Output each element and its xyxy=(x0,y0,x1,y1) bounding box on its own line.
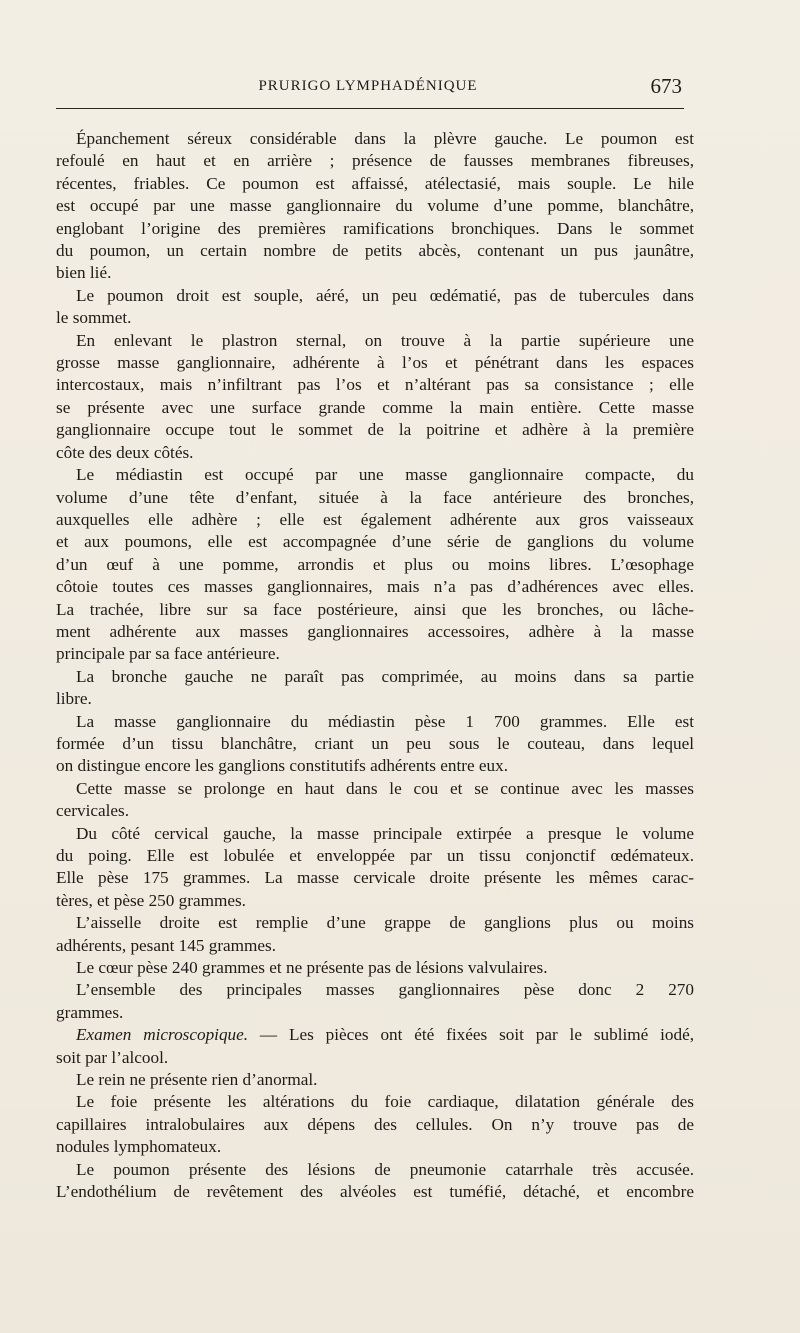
text-line: Le médiastin est occupé par une masse ganglionnaire compacte, du xyxy=(76,465,694,485)
text-line: auxquelles elle adhère ; elle est également adhérente aux gros vaisseaux xyxy=(56,509,694,529)
text-line: tères, et pèse 250 grammes. xyxy=(56,890,246,910)
text-line: Cette masse se prolonge en haut dans le cou et se continue avec les masses xyxy=(76,778,694,798)
text-line: et aux poumons, elle est accompagnée d’une série de ganglions du volume xyxy=(56,532,694,552)
text-line: Le rein ne présente rien d’anormal. xyxy=(76,1070,318,1090)
text-line: est occupé par une masse ganglionnaire du volume d’une pomme, blanchâtre, xyxy=(56,196,694,216)
text-line: soit par l’alcool. xyxy=(56,1047,169,1067)
text-line: Le cœur pèse 240 grammes et ne présente pas de lésions valvulaires. xyxy=(76,958,548,978)
text-line: Elle pèse 175 grammes. La masse cervicale droite présente les mêmes carac- xyxy=(56,868,694,888)
text-line: La bronche gauche ne paraît pas comprimée, au moins dans sa partie xyxy=(76,666,694,686)
text-line: capillaires intralobulaires aux dépens des cellules. On n’y trouve pas de xyxy=(56,1114,694,1134)
text-line: cervicales. xyxy=(56,801,129,821)
text-line: L’ensemble des principales masses ganglionnaires pèse donc 2 270 xyxy=(76,980,694,1000)
page-header xyxy=(56,74,680,102)
text-line: refoulé en haut et en arrière ; présence de fausses membranes fibreuses, xyxy=(56,151,694,171)
text-line: nodules lymphomateux. xyxy=(56,1137,222,1157)
italic-heading: Examen microscopique. xyxy=(76,1025,249,1045)
text-line: L’endothélium de revêtement des alvéoles est tuméfié, détaché, et encombre xyxy=(56,1182,694,1202)
header-rule xyxy=(56,108,684,109)
text-line: L’aisselle droite est remplie d’une grappe de ganglions plus ou moins xyxy=(76,913,694,933)
text-line: ment adhérente aux masses ganglionnaires accessoires, adhère à la masse xyxy=(56,621,694,641)
text-line: volume d’une tête d’enfant, située à la face antérieure des bronches, xyxy=(56,487,694,507)
text-line: Du côté cervical gauche, la masse principale extirpée a presque le volume xyxy=(76,823,694,843)
text-line: Le poumon présente des lésions de pneumonie catarrhale très accusée. xyxy=(76,1159,694,1179)
text-line: englobant l’origine des premières ramifications bronchiques. Dans le sommet xyxy=(56,218,694,238)
text-line: libre. xyxy=(56,689,92,709)
text-line: se présente avec une surface grande comme la main entière. Cette masse xyxy=(56,397,694,417)
page-number: 673 xyxy=(650,74,682,98)
text-line: on distingue encore les ganglions constitutifs adhérents entre eux. xyxy=(56,756,509,776)
text-line: La trachée, libre sur sa face postérieure, ainsi que les bronches, ou lâche- xyxy=(56,599,694,619)
text-line: côtoie toutes ces masses ganglionnaires, mais n’a pas d’adhérences avec elles. xyxy=(56,577,694,597)
text-line: récentes, friables. Ce poumon est affaissé, atélectasié, mais souple. Le hile xyxy=(56,173,694,193)
text-line: La masse ganglionnaire du médiastin pèse 1 700 grammes. Elle est xyxy=(76,711,694,731)
running-title: PRURIGO LYMPHADÉNIQUE xyxy=(258,78,478,94)
text-line: ganglionnaire occupe tout le sommet de la poitrine et adhère à la première xyxy=(56,420,694,440)
text-line: principale par sa face antérieure. xyxy=(56,644,280,664)
body-text xyxy=(56,128,694,1204)
text-line: Le foie présente les altérations du foie cardiaque, dilatation générale des xyxy=(76,1092,694,1112)
text-line: d’un œuf à une pomme, arrondis et plus ou moins libres. L’œsophage xyxy=(56,554,694,574)
text-line: En enlevant le plastron sternal, on trouve à la partie supérieure une xyxy=(76,330,694,350)
text-line: Épanchement séreux considérable dans la plèvre gauche. Le poumon est xyxy=(76,129,694,148)
line-text: — Les pièces ont été fixées soit par le sublimé iodé, xyxy=(248,1025,694,1045)
text-line: côte des deux côtés. xyxy=(56,442,194,462)
text-line: intercostaux, mais n’infiltrant pas l’os et n’altérant pas sa consistance ; elle xyxy=(56,375,694,395)
text-line: formée d’un tissu blanchâtre, criant un peu sous le couteau, dans lequel xyxy=(56,733,694,753)
text-line: grosse masse ganglionnaire, adhérente à l’os et pénétrant dans les espaces xyxy=(56,353,694,373)
text-line: Le poumon droit est souple, aéré, un peu œdématié, pas de tubercules dans xyxy=(76,285,694,305)
text-line: grammes. xyxy=(56,1002,124,1022)
text-line: du poumon, un certain nombre de petits abcès, contenant un pus jaunâtre, xyxy=(56,241,694,261)
text-line: bien lié. xyxy=(56,263,112,283)
text-line: le sommet. xyxy=(56,308,132,328)
text-line xyxy=(56,1024,694,1046)
text-line: adhérents, pesant 145 grammes. xyxy=(56,935,277,955)
text-line: du poing. Elle est lobulée et enveloppée par un tissu conjonctif œdémateux. xyxy=(56,846,694,865)
